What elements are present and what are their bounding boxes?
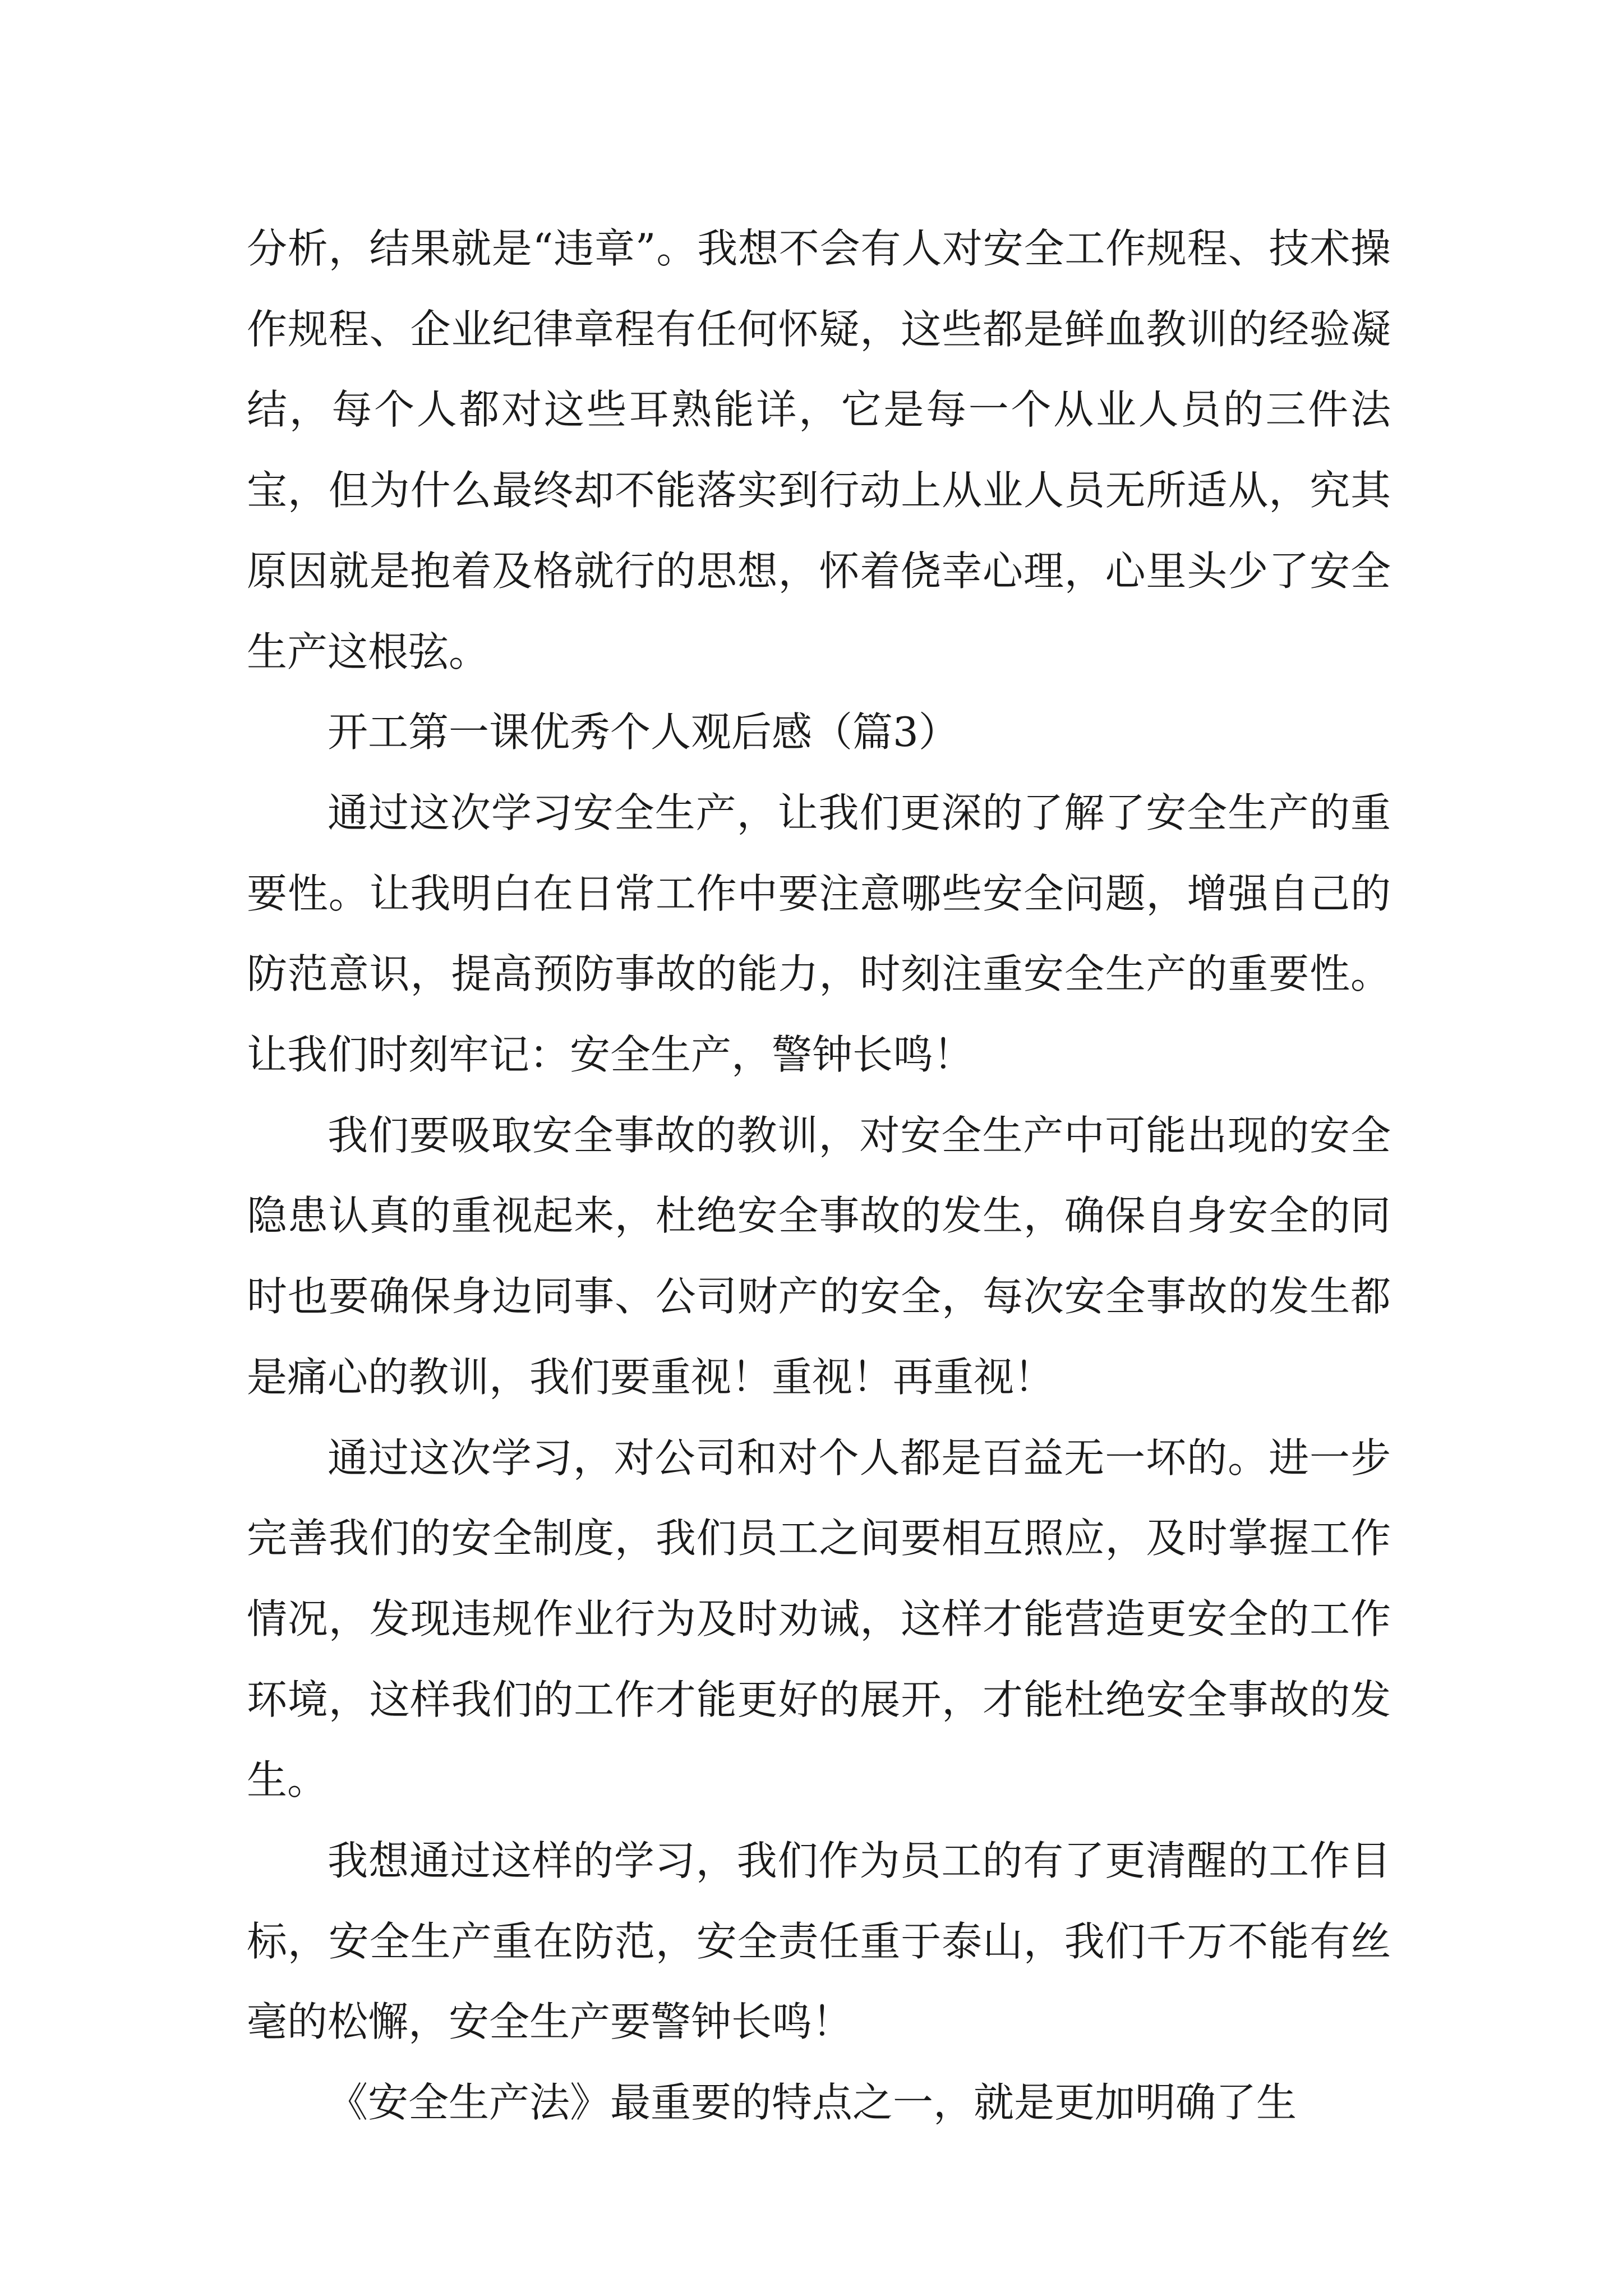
paragraph-continued: 分析，结果就是“违章”。我想不会有人对安全工作规程、技术操作规程、企业纪律章程有任何怀疑，这些都是鲜血教训的经验凝结，每个人都对这些耳熟能详，它是每一个从业人员的三件法宝，但为什么最终却不能落实到行动上从业人员无所适从，究其原因就是抱着及格就行的思想，怀着侥幸心理，心里头少了安全生产这根弦。 — [247, 225, 1391, 675]
paragraph: 通过这次学习安全生产，让我们更深的了解了安全生产的重要性。让我明白在日常工作中要注意哪些安全问题，增强自己的防范意识，提高预防事故的能力，时刻注重安全生产的重要性。让我们时刻牢记：安全生产，警钟长鸣！ — [247, 789, 1391, 1079]
document-body — [247, 209, 1391, 2143]
paragraph-truncated: 《安全生产法》最重要的特点之一，就是更加明确了生 — [328, 2079, 1297, 2127]
paragraph: 我想通过这样的学习，我们作为员工的有了更清醒的工作目标，安全生产重在防范，安全责任重于泰山，我们千万不能有丝毫的松懈，安全生产要警钟长鸣！ — [247, 1837, 1391, 2046]
paragraph: 我们要吸取安全事故的教训，对安全生产中可能出现的安全隐患认真的重视起来，杜绝安全事故的发生，确保自身安全的同时也要确保身边同事、公司财产的安全，每次安全事故的发生都是痛心的教训，我们要重视！重视！再重视！ — [247, 1111, 1391, 1401]
section-heading: 开工第一课优秀个人观后感（篇3） — [328, 708, 959, 756]
paragraph: 通过这次学习，对公司和对个人都是百益无一坏的。进一步完善我们的安全制度，我们员工之间要相互照应，及时掌握工作情况，发现违规作业行为及时劝诫，这样才能营造更安全的工作环境，这样我们的工作才能更好的展开，才能杜绝安全事故的发生。 — [247, 1434, 1391, 1804]
